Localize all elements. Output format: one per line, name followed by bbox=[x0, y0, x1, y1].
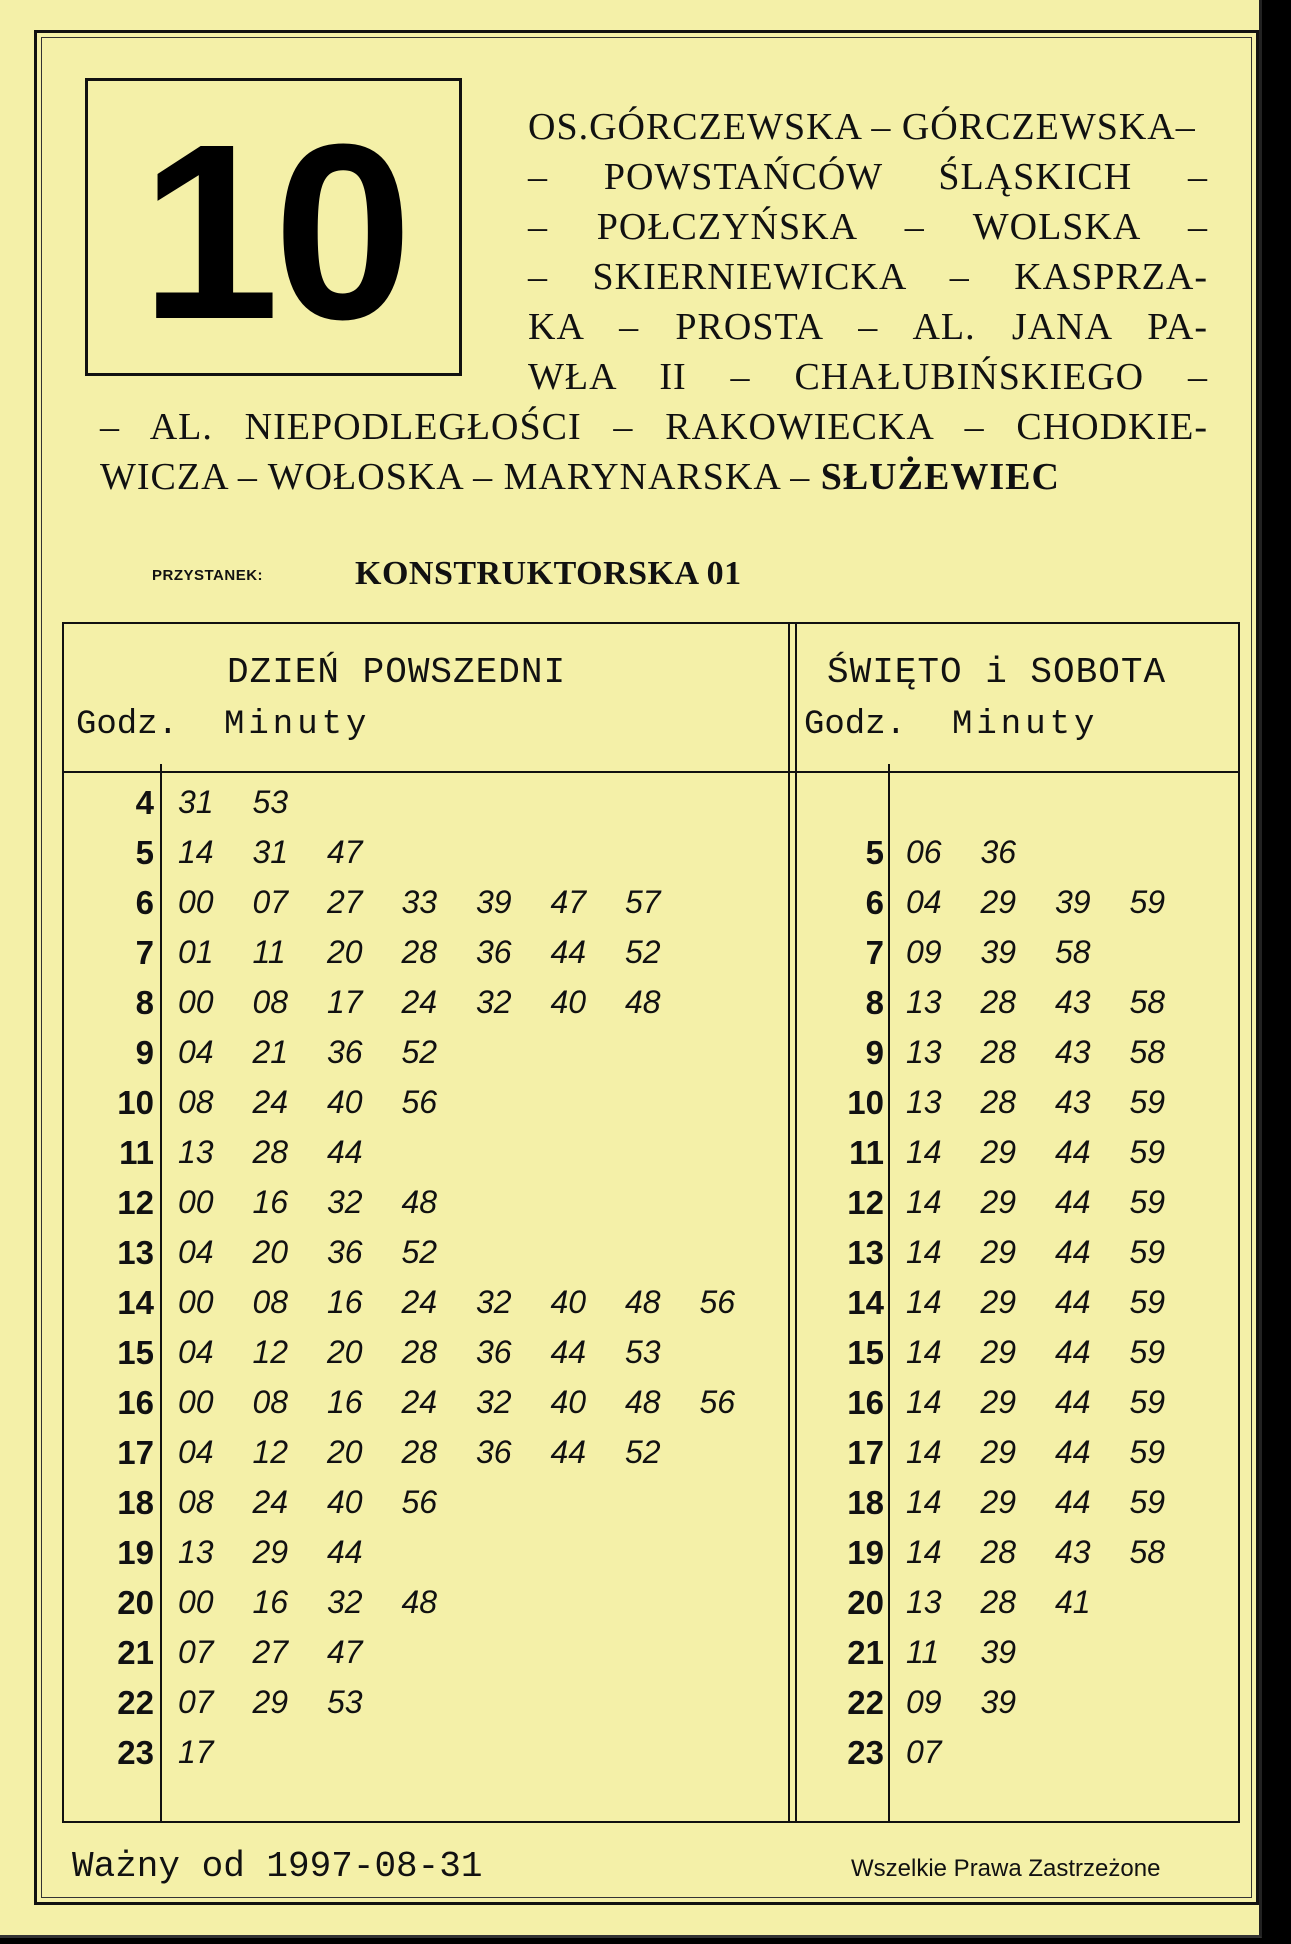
weekday-minute: 47 bbox=[327, 1634, 363, 1670]
weekday-minute: 33 bbox=[401, 884, 438, 920]
holiday-minute: 28 bbox=[980, 1084, 1017, 1120]
weekday-minute: 44 bbox=[327, 1134, 363, 1170]
weekday-minute: 57 bbox=[625, 884, 661, 920]
weekday-minute: 44 bbox=[327, 1534, 363, 1570]
holiday-hour-divider bbox=[888, 764, 890, 1821]
weekday-minute: 07 bbox=[178, 1634, 214, 1670]
weekday-minutes bbox=[178, 1684, 402, 1721]
stop-name: KONSTRUKTORSKA 01 bbox=[355, 555, 742, 592]
weekday-minute: 00 bbox=[178, 984, 214, 1020]
holiday-minute: 29 bbox=[980, 1334, 1017, 1370]
weekday-minute: 56 bbox=[699, 1284, 736, 1320]
holiday-hour: 10 bbox=[847, 1084, 884, 1121]
weekday-minute: 44 bbox=[550, 1334, 587, 1370]
weekday-minute: 14 bbox=[178, 834, 214, 870]
weekday-minute: 16 bbox=[327, 1384, 363, 1420]
timetable-grid bbox=[62, 622, 1240, 1823]
holiday-minute: 43 bbox=[1055, 1084, 1091, 1120]
weekday-minute: 24 bbox=[401, 1384, 438, 1420]
holiday-minute: 44 bbox=[1055, 1234, 1091, 1270]
holiday-hour: 21 bbox=[847, 1634, 884, 1671]
route-line-8 bbox=[100, 458, 1060, 496]
holiday-minute: 14 bbox=[906, 1384, 942, 1420]
weekday-minute: 56 bbox=[401, 1084, 438, 1120]
weekday-hour: 15 bbox=[117, 1334, 154, 1371]
holiday-minutes bbox=[906, 1684, 1055, 1721]
holiday-minute: 58 bbox=[1129, 1534, 1166, 1570]
route-line-5-text: KA – PROSTA – AL. JANA PA- bbox=[528, 306, 1208, 348]
route-line-6-text: WŁA II – CHAŁUBIŃSKIEGO – bbox=[528, 356, 1208, 398]
holiday-minute: 06 bbox=[906, 834, 942, 870]
weekday-minutes bbox=[178, 1034, 476, 1071]
holiday-minute: 44 bbox=[1055, 1484, 1091, 1520]
weekday-minute: 00 bbox=[178, 1284, 214, 1320]
route-final-stop: SŁUŻEWIEC bbox=[820, 456, 1060, 498]
weekday-minute: 27 bbox=[327, 884, 363, 920]
holiday-minute: 09 bbox=[906, 1684, 942, 1720]
weekday-minute: 40 bbox=[550, 1284, 587, 1320]
holiday-minutes bbox=[906, 1234, 1204, 1271]
holiday-minute: 39 bbox=[1055, 884, 1091, 920]
weekday-minute: 47 bbox=[550, 884, 587, 920]
weekday-minute: 32 bbox=[476, 1284, 512, 1320]
weekday-minutes bbox=[178, 1634, 402, 1671]
weekday-minute: 27 bbox=[252, 1634, 289, 1670]
weekday-minute: 07 bbox=[252, 884, 289, 920]
route-line-6 bbox=[528, 358, 1208, 396]
weekday-hour: 12 bbox=[117, 1184, 154, 1221]
holiday-hour: 9 bbox=[865, 1034, 884, 1071]
holiday-minute: 28 bbox=[980, 1534, 1017, 1570]
holiday-hour: 8 bbox=[865, 984, 884, 1021]
weekday-hour: 22 bbox=[117, 1684, 154, 1721]
weekday-minute: 08 bbox=[178, 1484, 214, 1520]
holiday-minute: 44 bbox=[1055, 1434, 1091, 1470]
route-line-3 bbox=[528, 208, 1208, 246]
route-line-3-text: – POŁCZYŃSKA – WOLSKA – bbox=[528, 206, 1208, 248]
holiday-minute: 13 bbox=[906, 1084, 942, 1120]
weekday-minute: 40 bbox=[550, 1384, 587, 1420]
holiday-minute: 13 bbox=[906, 1034, 942, 1070]
weekday-minutes bbox=[178, 1434, 700, 1471]
holiday-hour: 23 bbox=[847, 1734, 884, 1771]
weekday-minute: 00 bbox=[178, 884, 214, 920]
holiday-minutes bbox=[906, 884, 1204, 921]
holiday-minute: 14 bbox=[906, 1484, 942, 1520]
holiday-minute: 58 bbox=[1055, 934, 1091, 970]
weekday-minute: 00 bbox=[178, 1184, 214, 1220]
holiday-minute: 59 bbox=[1129, 1384, 1166, 1420]
holiday-minute: 09 bbox=[906, 934, 942, 970]
holiday-minutes bbox=[906, 1284, 1204, 1321]
holiday-minute: 44 bbox=[1055, 1134, 1091, 1170]
weekday-hour: 5 bbox=[135, 834, 154, 871]
holiday-minute: 44 bbox=[1055, 1284, 1091, 1320]
weekday-minute: 32 bbox=[476, 1384, 512, 1420]
weekday-minute: 52 bbox=[625, 934, 661, 970]
holiday-minute: 29 bbox=[980, 1384, 1017, 1420]
weekday-hour: 17 bbox=[117, 1434, 154, 1471]
weekday-minute: 52 bbox=[401, 1034, 438, 1070]
weekday-minute: 32 bbox=[327, 1184, 363, 1220]
holiday-minute: 29 bbox=[980, 1484, 1017, 1520]
holiday-minute: 58 bbox=[1129, 1034, 1166, 1070]
weekday-hour: 23 bbox=[117, 1734, 154, 1771]
weekday-minute: 32 bbox=[327, 1584, 363, 1620]
weekday-minutes bbox=[178, 1584, 476, 1621]
holiday-minute: 59 bbox=[1129, 1084, 1166, 1120]
weekday-minute: 53 bbox=[327, 1684, 363, 1720]
route-line-2-text: – POWSTAŃCÓW ŚLĄSKICH – bbox=[528, 156, 1208, 198]
weekday-minutes bbox=[178, 1384, 774, 1421]
weekday-minutes bbox=[178, 1184, 476, 1221]
weekday-minute: 00 bbox=[178, 1584, 214, 1620]
holiday-title: ŚWIĘTO i SOBOTA bbox=[827, 652, 1167, 693]
holiday-minutes bbox=[906, 1584, 1130, 1621]
weekday-minutes bbox=[178, 1734, 253, 1771]
weekday-minutes bbox=[178, 1534, 402, 1571]
route-line-2 bbox=[528, 158, 1208, 196]
weekday-minute: 32 bbox=[476, 984, 512, 1020]
holiday-hour: 15 bbox=[847, 1334, 884, 1371]
weekday-minute: 11 bbox=[252, 934, 286, 970]
holiday-minutes bbox=[906, 1084, 1204, 1121]
holiday-minute: 14 bbox=[906, 1334, 942, 1370]
weekday-minutes bbox=[178, 884, 700, 921]
holiday-minute: 29 bbox=[980, 1234, 1017, 1270]
weekday-minute: 04 bbox=[178, 1434, 214, 1470]
weekday-minute: 48 bbox=[625, 1284, 661, 1320]
weekday-minute: 17 bbox=[327, 984, 363, 1020]
weekday-minute: 16 bbox=[252, 1584, 289, 1620]
weekday-minute: 36 bbox=[327, 1034, 363, 1070]
holiday-minute: 39 bbox=[980, 934, 1017, 970]
holiday-minute: 44 bbox=[1055, 1384, 1091, 1420]
holiday-minute: 36 bbox=[980, 834, 1017, 870]
holiday-hour: 14 bbox=[847, 1284, 884, 1321]
holiday-minutes-header: Minuty bbox=[952, 706, 1099, 744]
weekday-minutes-header: Minuty bbox=[224, 706, 371, 744]
holiday-hour: 13 bbox=[847, 1234, 884, 1271]
weekday-minute: 24 bbox=[401, 1284, 438, 1320]
weekday-minute: 16 bbox=[327, 1284, 363, 1320]
holiday-minute: 07 bbox=[906, 1734, 942, 1770]
route-line-4 bbox=[528, 258, 1208, 296]
holiday-minutes bbox=[906, 1384, 1204, 1421]
holiday-minutes bbox=[906, 1184, 1204, 1221]
holiday-minute: 29 bbox=[980, 884, 1017, 920]
weekday-minute: 28 bbox=[401, 934, 438, 970]
weekday-hour: 21 bbox=[117, 1634, 154, 1671]
holiday-minutes bbox=[906, 1634, 1055, 1671]
holiday-minute: 14 bbox=[906, 1134, 942, 1170]
weekday-minute: 12 bbox=[252, 1334, 289, 1370]
holiday-minute: 14 bbox=[906, 1534, 942, 1570]
weekday-minute: 08 bbox=[252, 984, 289, 1020]
weekday-minute: 36 bbox=[476, 934, 512, 970]
weekday-minutes bbox=[178, 1284, 774, 1321]
holiday-hour: 18 bbox=[847, 1484, 884, 1521]
holiday-minute: 59 bbox=[1129, 1284, 1166, 1320]
route-line-4-text: – SKIERNIEWICKA – KASPRZA- bbox=[528, 256, 1208, 298]
weekday-minutes bbox=[178, 1134, 402, 1171]
weekday-minute: 53 bbox=[252, 784, 289, 820]
holiday-minute: 04 bbox=[906, 884, 942, 920]
weekday-minute: 48 bbox=[625, 984, 661, 1020]
holiday-minute: 59 bbox=[1129, 1134, 1166, 1170]
section-divider bbox=[788, 624, 790, 1821]
holiday-minute: 13 bbox=[906, 984, 942, 1020]
valid-from: Ważny od 1997-08-31 bbox=[72, 1846, 483, 1887]
weekday-minutes bbox=[178, 1084, 476, 1121]
holiday-minute: 29 bbox=[980, 1134, 1017, 1170]
holiday-hour: 19 bbox=[847, 1534, 884, 1571]
weekday-minute: 29 bbox=[252, 1684, 289, 1720]
weekday-hour: 10 bbox=[117, 1084, 154, 1121]
weekday-hour: 19 bbox=[117, 1534, 154, 1571]
holiday-minute: 14 bbox=[906, 1234, 942, 1270]
holiday-hour: 6 bbox=[865, 884, 884, 921]
weekday-hour: 11 bbox=[119, 1134, 154, 1171]
holiday-minutes bbox=[906, 1434, 1204, 1471]
weekday-minute: 13 bbox=[178, 1534, 214, 1570]
weekday-minutes bbox=[178, 784, 327, 821]
holiday-hour: 22 bbox=[847, 1684, 884, 1721]
holiday-minutes bbox=[906, 1484, 1204, 1521]
holiday-minute: 29 bbox=[980, 1284, 1017, 1320]
route-line-7-text: – AL. NIEPODLEGŁOŚCI – RAKOWIECKA – CHODKIE- bbox=[100, 406, 1208, 448]
holiday-minute: 39 bbox=[980, 1634, 1017, 1670]
rights-notice: Wszelkie Prawa Zastrzeżone bbox=[851, 1855, 1161, 1882]
header-divider bbox=[64, 771, 1238, 773]
weekday-minute: 07 bbox=[178, 1684, 214, 1720]
holiday-minutes bbox=[906, 1734, 981, 1771]
holiday-hour: 5 bbox=[865, 834, 884, 871]
weekday-minute: 44 bbox=[550, 1434, 587, 1470]
weekday-hour: 6 bbox=[135, 884, 154, 921]
holiday-minutes bbox=[906, 934, 1130, 971]
route-line-5 bbox=[528, 308, 1208, 346]
weekday-hour: 16 bbox=[117, 1384, 154, 1421]
holiday-minute: 41 bbox=[1055, 1584, 1091, 1620]
weekday-hour: 9 bbox=[135, 1034, 154, 1071]
weekday-minute: 53 bbox=[625, 1334, 661, 1370]
weekday-minute: 00 bbox=[178, 1384, 214, 1420]
holiday-minute: 59 bbox=[1129, 1484, 1166, 1520]
holiday-minutes bbox=[906, 1134, 1204, 1171]
weekday-minute: 28 bbox=[401, 1434, 438, 1470]
holiday-hour: 20 bbox=[847, 1584, 884, 1621]
weekday-hour: 14 bbox=[117, 1284, 154, 1321]
weekday-hour-header: Godz. bbox=[76, 706, 179, 744]
holiday-hour: 17 bbox=[847, 1434, 884, 1471]
holiday-minute: 43 bbox=[1055, 1034, 1091, 1070]
weekday-minute: 20 bbox=[327, 1334, 363, 1370]
weekday-minute: 24 bbox=[252, 1484, 289, 1520]
holiday-hour: 16 bbox=[847, 1384, 884, 1421]
weekday-minute: 24 bbox=[401, 984, 438, 1020]
holiday-hour: 7 bbox=[865, 934, 884, 971]
weekday-minute: 40 bbox=[327, 1484, 363, 1520]
weekday-minute: 56 bbox=[401, 1484, 438, 1520]
holiday-minute: 59 bbox=[1129, 1334, 1166, 1370]
line-number-box bbox=[85, 78, 462, 376]
weekday-minute: 17 bbox=[178, 1734, 214, 1770]
weekday-hour: 4 bbox=[135, 784, 154, 821]
holiday-minute: 43 bbox=[1055, 1534, 1091, 1570]
holiday-minute: 14 bbox=[906, 1434, 942, 1470]
weekday-hour-divider bbox=[160, 764, 162, 1821]
stop-label: PRZYSTANEK: bbox=[152, 567, 264, 584]
holiday-hour: 12 bbox=[847, 1184, 884, 1221]
holiday-minute: 11 bbox=[906, 1634, 940, 1670]
holiday-minute: 58 bbox=[1129, 984, 1166, 1020]
weekday-minute: 08 bbox=[252, 1384, 289, 1420]
weekday-minute: 40 bbox=[550, 984, 587, 1020]
weekday-hour: 13 bbox=[117, 1234, 154, 1271]
holiday-minute: 43 bbox=[1055, 984, 1091, 1020]
holiday-minute: 59 bbox=[1129, 1184, 1166, 1220]
weekday-minute: 01 bbox=[178, 934, 214, 970]
weekday-minute: 04 bbox=[178, 1034, 214, 1070]
holiday-minute: 59 bbox=[1129, 884, 1166, 920]
weekday-minute: 20 bbox=[252, 1234, 289, 1270]
weekday-minute: 24 bbox=[252, 1084, 289, 1120]
holiday-minute: 59 bbox=[1129, 1234, 1166, 1270]
weekday-minute: 31 bbox=[178, 784, 214, 820]
holiday-minute: 14 bbox=[906, 1284, 942, 1320]
holiday-hour-header: Godz. bbox=[804, 706, 907, 744]
holiday-minute: 29 bbox=[980, 1184, 1017, 1220]
weekday-hour: 8 bbox=[135, 984, 154, 1021]
route-line-1: OS.GÓRCZEWSKA – GÓRCZEWSKA– bbox=[528, 106, 1196, 148]
weekday-minutes bbox=[178, 984, 700, 1021]
weekday-minute: 48 bbox=[401, 1584, 438, 1620]
holiday-minutes bbox=[906, 984, 1204, 1021]
weekday-minute: 56 bbox=[699, 1384, 736, 1420]
holiday-minutes bbox=[906, 1034, 1204, 1071]
weekday-minute: 52 bbox=[401, 1234, 438, 1270]
weekday-hour: 18 bbox=[117, 1484, 154, 1521]
weekday-minute: 44 bbox=[550, 934, 587, 970]
route-line-8-text: WICZA – WOŁOSKA – MARYNARSKA – bbox=[100, 456, 821, 498]
weekday-minute: 20 bbox=[327, 934, 363, 970]
holiday-minute: 13 bbox=[906, 1584, 942, 1620]
holiday-hour: 11 bbox=[849, 1134, 884, 1171]
holiday-minute: 44 bbox=[1055, 1334, 1091, 1370]
weekday-title: DZIEŃ POWSZEDNI bbox=[227, 652, 567, 693]
weekday-minute: 29 bbox=[252, 1534, 289, 1570]
holiday-minutes bbox=[906, 1534, 1204, 1571]
weekday-minute: 13 bbox=[178, 1134, 214, 1170]
weekday-minute: 47 bbox=[327, 834, 363, 870]
weekday-minute: 36 bbox=[327, 1234, 363, 1270]
weekday-minute: 48 bbox=[401, 1184, 438, 1220]
weekday-minute: 20 bbox=[327, 1434, 363, 1470]
holiday-minute: 44 bbox=[1055, 1184, 1091, 1220]
weekday-minutes bbox=[178, 834, 402, 871]
weekday-minute: 04 bbox=[178, 1334, 214, 1370]
weekday-minute: 36 bbox=[476, 1434, 512, 1470]
weekday-minute: 40 bbox=[327, 1084, 363, 1120]
holiday-minute: 29 bbox=[980, 1434, 1017, 1470]
holiday-minute: 59 bbox=[1129, 1434, 1166, 1470]
weekday-minute: 08 bbox=[178, 1084, 214, 1120]
weekday-minutes bbox=[178, 1234, 476, 1271]
holiday-minutes bbox=[906, 834, 1055, 871]
weekday-minute: 12 bbox=[252, 1434, 289, 1470]
weekday-hour: 20 bbox=[117, 1584, 154, 1621]
weekday-minute: 16 bbox=[252, 1184, 289, 1220]
section-divider-2 bbox=[795, 624, 797, 1821]
weekday-minutes bbox=[178, 934, 700, 971]
holiday-minute: 28 bbox=[980, 1584, 1017, 1620]
line-number: 10 bbox=[140, 92, 407, 371]
weekday-minutes bbox=[178, 1334, 700, 1371]
weekday-hour: 7 bbox=[135, 934, 154, 971]
weekday-minute: 08 bbox=[252, 1284, 289, 1320]
weekday-minute: 28 bbox=[252, 1134, 289, 1170]
weekday-minute: 28 bbox=[401, 1334, 438, 1370]
weekday-minute: 52 bbox=[625, 1434, 661, 1470]
weekday-minute: 21 bbox=[252, 1034, 289, 1070]
weekday-minute: 04 bbox=[178, 1234, 214, 1270]
route-line-7 bbox=[100, 408, 1208, 446]
weekday-minute: 48 bbox=[625, 1384, 661, 1420]
holiday-minute: 28 bbox=[980, 1034, 1017, 1070]
holiday-minute: 39 bbox=[980, 1684, 1017, 1720]
holiday-minute: 28 bbox=[980, 984, 1017, 1020]
holiday-minute: 14 bbox=[906, 1184, 942, 1220]
weekday-minute: 36 bbox=[476, 1334, 512, 1370]
weekday-minute: 39 bbox=[476, 884, 512, 920]
weekday-minutes bbox=[178, 1484, 476, 1521]
holiday-minutes bbox=[906, 1334, 1204, 1371]
weekday-minute: 31 bbox=[252, 834, 289, 870]
